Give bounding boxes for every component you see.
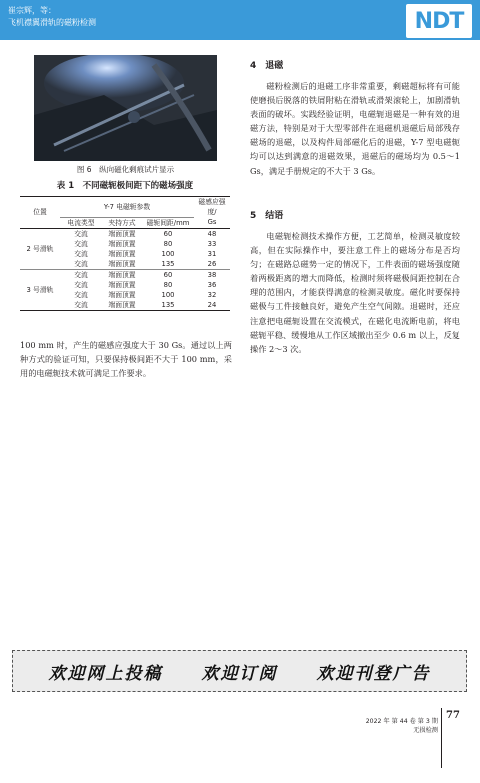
- table-title: 表 1 不同磁轭极间距下的磁场强度: [56, 181, 194, 191]
- cell-clamp: 端面顶置: [108, 249, 136, 258]
- cell-current: 交流: [74, 259, 88, 268]
- cell-field: 31: [207, 249, 217, 258]
- subheader-current: 电流类型: [60, 217, 102, 228]
- cell-spacing: 60: [142, 269, 194, 280]
- cell-field: 48: [207, 229, 217, 238]
- row-position: 2 号滑轨: [26, 244, 54, 253]
- table-row: [20, 269, 230, 280]
- cell-field: 32: [207, 290, 217, 299]
- cell-current: 交流: [74, 229, 88, 238]
- cell-clamp: 端面顶置: [102, 269, 142, 280]
- cell-spacing: 100: [161, 290, 175, 299]
- row-position: 3 号滑轨: [20, 269, 60, 310]
- section-4-paragraph: 磁粉检测后的退磁工序非常重要，剩磁超标将有可能使磨损后脱落的铁屑附粘在滑轨或滑架滚轮上，加剧滑轨表面的破坏。实践经验证明，电磁轭退磁是一种有效的退磁方法，特别是对于大型零部件在退磁机退磁后局部残存磁场的退磁，以及构件局部磁化后的退磁，Y-7 型电磁轭均可以达到满意的退磁效果，退磁后的磁场均为 0.5～1 Gs，满足手册规定的不大于 3 Gs。: [250, 81, 460, 176]
- cell-current: 交流: [74, 300, 88, 309]
- subheader-clamp: 夹持方式: [102, 217, 142, 228]
- cell-spacing: 80: [163, 239, 173, 248]
- section-5-heading: 5 结语: [250, 211, 284, 221]
- figure-caption: 图 6 纵向磁化剩痕试片显示: [76, 165, 175, 174]
- table-header-row: [20, 197, 230, 218]
- cell-current: 交流: [74, 290, 88, 299]
- footer-divider: [441, 708, 442, 768]
- running-head-authors: 崔宗辉，等：: [8, 6, 56, 15]
- cell-current: 交流: [60, 269, 102, 280]
- promo-banner: [12, 650, 467, 692]
- table-row: [20, 228, 230, 239]
- cell-spacing: 100: [161, 249, 175, 258]
- footer-journal-name: 无损检测: [413, 727, 438, 734]
- cell-clamp: 端面顶置: [108, 229, 136, 238]
- header-field: 磁感应强度/: [198, 198, 226, 216]
- header-position: 位置: [20, 197, 60, 229]
- cell-field: 36: [207, 280, 217, 289]
- cell-field: 33: [207, 239, 217, 248]
- banner-submit-online: 欢迎网上投稿: [48, 663, 163, 684]
- figure-photo: [34, 55, 217, 161]
- cell-field: 38: [194, 269, 230, 280]
- cell-current: 交流: [74, 239, 88, 248]
- cell-field: 26: [207, 259, 217, 268]
- ndt-logo: NDT: [406, 4, 472, 38]
- cell-clamp: 端面顶置: [108, 239, 136, 248]
- running-head-title: 飞机襟翼滑轨的磁粉检测: [8, 18, 96, 27]
- page-number: 77: [446, 710, 460, 721]
- cell-spacing: 135: [161, 259, 175, 268]
- cell-spacing: 80: [163, 280, 173, 289]
- section-5-paragraph: 电磁轭检测技术操作方便，工艺简单，检测灵敏度较高，但在实际操作中，要注意工件上的磁场分布是否均匀；在磁路总磁势一定的情况下，工件表面的磁场强度随着两极距离的增大而降低，检测时须将磁极间距控制在合理的范围内，才能获得满意的检测灵敏度。磁化时要保持磁极与工件接触良好，避免产生空气间隙。退磁时，还应注意把电磁轭设置在交流模式，在磁化电流断电前，将电磁轭平稳、缓慢地从工作区域撤出至少 0.6 m 以上，反复操作 2～3 次。: [250, 231, 460, 354]
- section-4-heading: 4 退磁: [250, 61, 284, 71]
- cell-current: 交流: [74, 280, 88, 289]
- footer-issue: 2022 年 第 44 卷 第 3 期: [365, 718, 438, 725]
- banner-advertise: 欢迎刊登广告: [316, 663, 431, 684]
- cell-current: 交流: [74, 249, 88, 258]
- left-column-paragraph: 100 mm 时，产生的磁感应强度大于 30 Gs。通过以上两种方式的验证可知，只要保持极间距不大于 100 mm，采用的电磁轭技术就可满足工作要求。: [20, 340, 232, 379]
- cell-spacing: 60: [163, 229, 173, 238]
- cell-clamp: 端面顶置: [108, 300, 136, 309]
- cell-clamp: 端面顶置: [108, 259, 136, 268]
- data-table: [20, 196, 230, 311]
- header-yoke-params: Y-7 电磁轭参数: [60, 197, 194, 218]
- cell-clamp: 端面顶置: [108, 290, 136, 299]
- magnetic-indication-photo: [34, 55, 217, 161]
- cell-spacing: 135: [161, 300, 175, 309]
- subheader-unit: Gs: [194, 217, 230, 228]
- banner-subscribe: 欢迎订阅: [201, 663, 278, 684]
- subheader-spacing: 磁轭间距/mm: [142, 217, 194, 228]
- cell-clamp: 端面顶置: [108, 280, 136, 289]
- cell-field: 24: [207, 300, 217, 309]
